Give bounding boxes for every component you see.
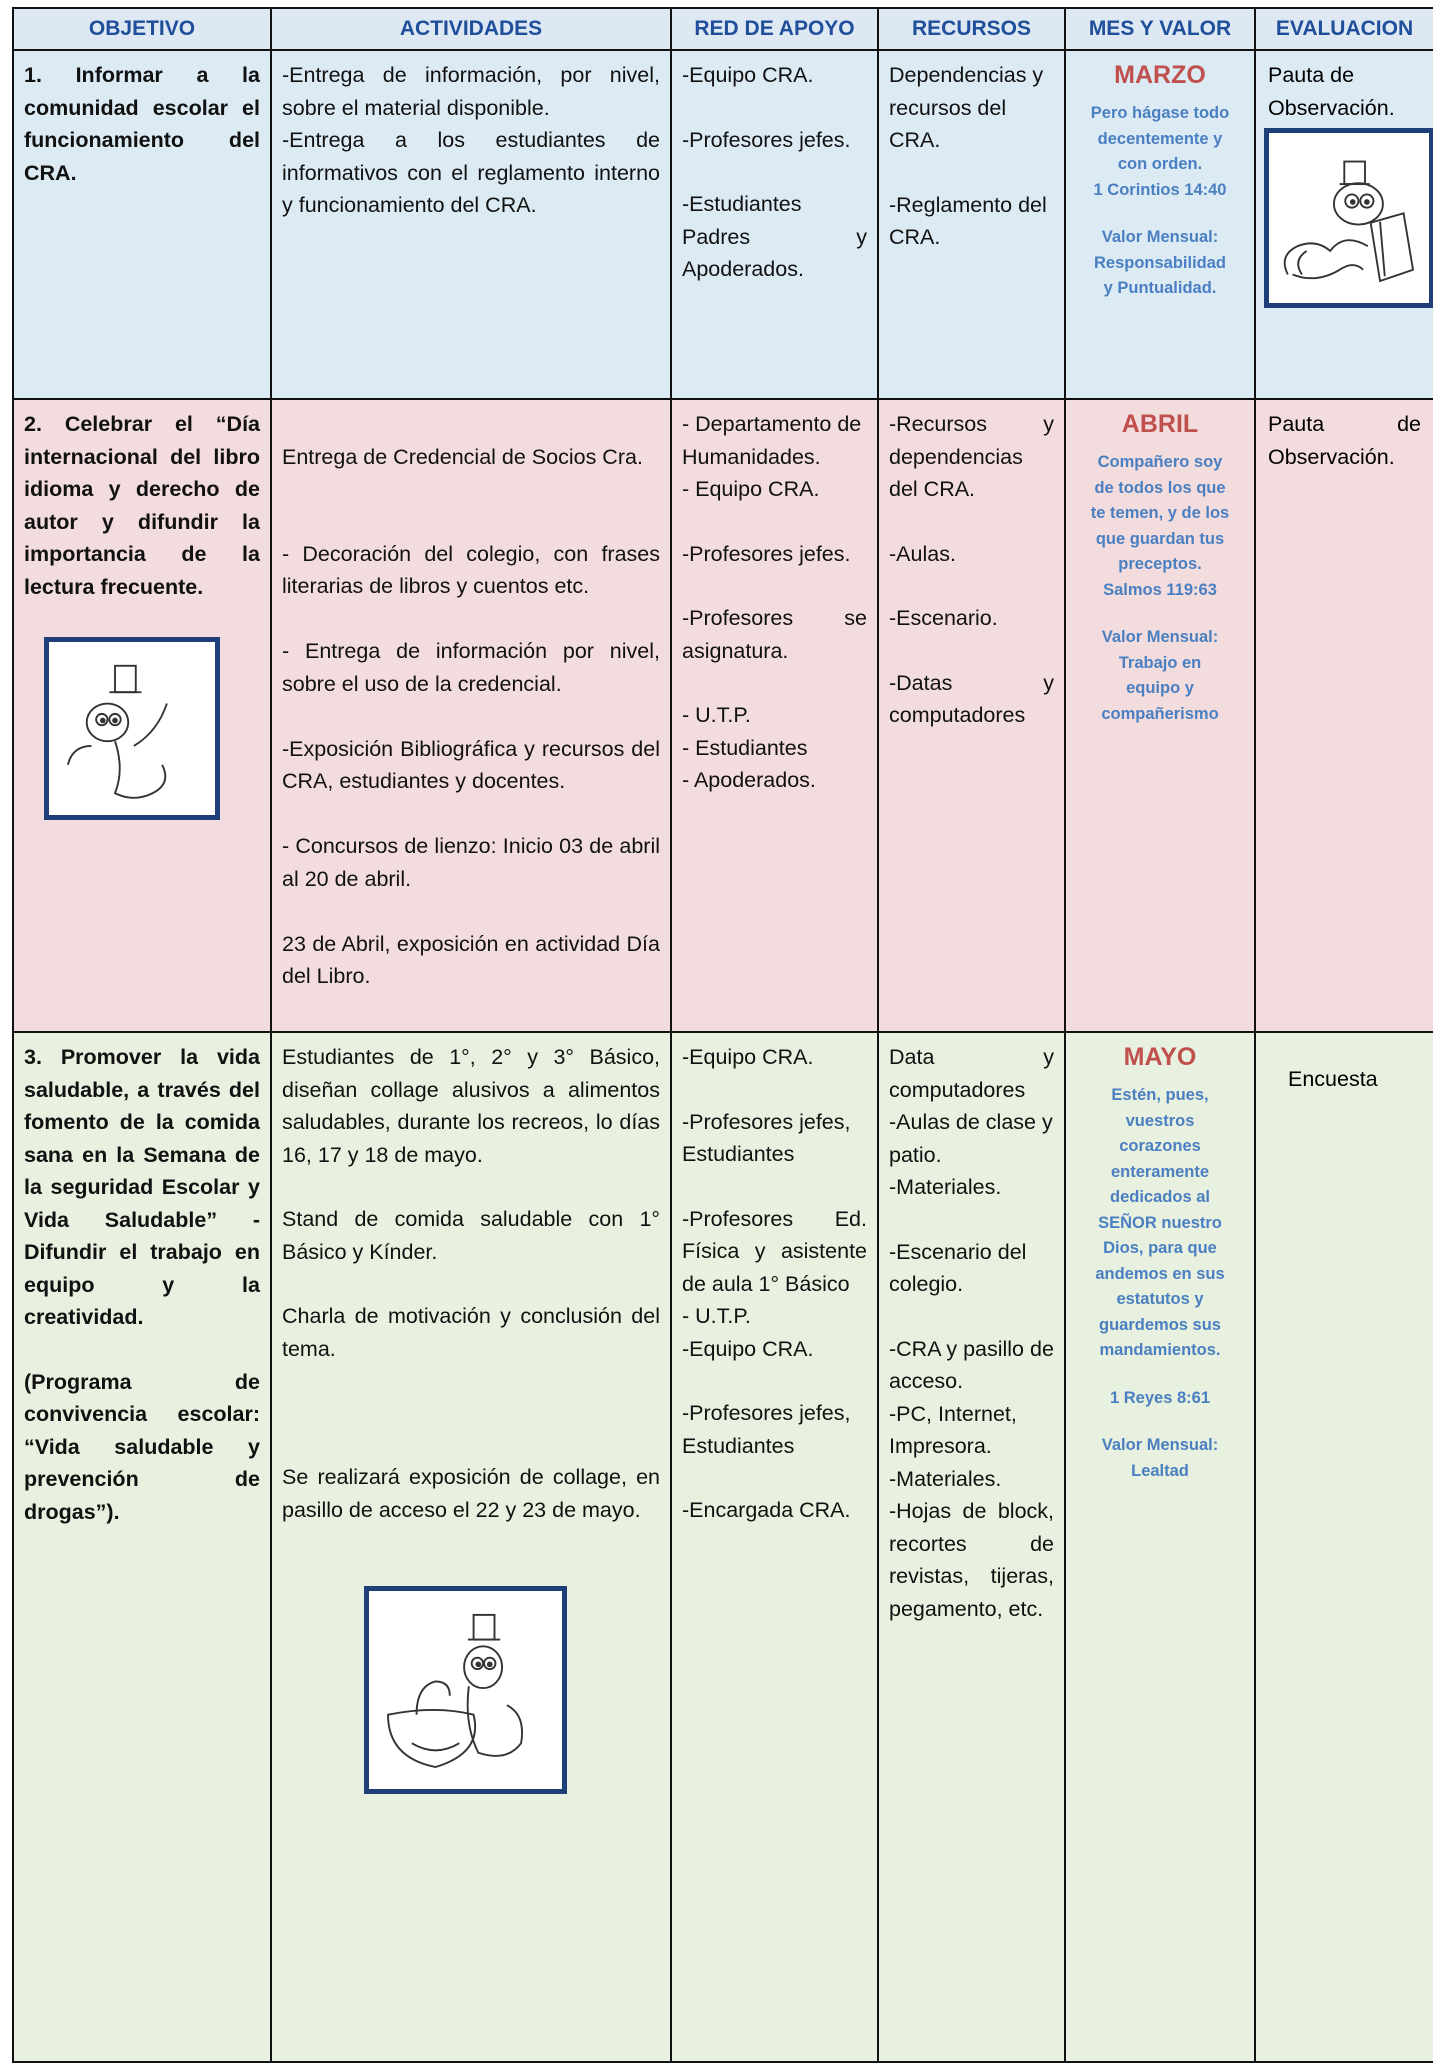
evaluacion-cell: Pauta de Observación. <box>1256 51 1433 316</box>
red-cell: -Equipo CRA. -Profesores jefes. -Estudiantes Padres y Apoderados. <box>682 63 867 281</box>
red-cell: - Departamento de Humanidades. - Equipo CRA. -Profesores jefes. -Profesores se asignatura. - U.T.P. - Estudiantes - Apoderados. <box>682 412 867 792</box>
bible-verse: Compañero soy de todos los que te temen, y de los que guardan tus preceptos. Salmos 119:63 <box>1090 453 1230 599</box>
header-red-de-apoyo: RED DE APOYO <box>671 8 878 50</box>
valor-mensual: Valor Mensual: Responsabilidad y Puntualidad. <box>1093 228 1227 297</box>
actividades-cell: -Entrega de información, por nivel, sobre el material disponible. -Entrega a los estudiantes de informativos con el reglamento interno y funcionamiento del CRA. <box>282 63 660 217</box>
valor-mensual: Valor Mensual: Lealtad <box>1101 1436 1219 1480</box>
table-row <box>13 1032 1433 2062</box>
mes-valor-cell <box>1066 400 1254 735</box>
header-mes-valor: MES Y VALOR <box>1065 8 1255 50</box>
table-row <box>13 50 1433 399</box>
evaluacion-cell: Encuesta <box>1288 1067 1378 1091</box>
red-cell: -Equipo CRA. -Profesores jefes, Estudiantes -Profesores Ed. Física y asistente de aula 1° Básico - U.T.P. -Equipo CRA. -Profesores jefes, Estudiantes -Encargada CRA. <box>682 1045 867 1522</box>
plan-table <box>12 7 1433 2063</box>
mes-valor-cell <box>1066 1033 1254 1492</box>
actividades-cell: Entrega de Credencial de Socios Cra. - Decoración del colegio, con frases literarias de libros y cuentos etc. - Entrega de información por nivel, sobre el uso de la credencial. -Exposición Bibliográfica y recursos del CRA, estudiantes y docentes. - Concursos de lienzo: Inicio 03 de abril al 20 de abril. 23 de Abril, exposición en actividad Día del Libro. <box>282 444 660 988</box>
month-label: ABRIL <box>1121 410 1199 438</box>
worm-washing-hands-illustration <box>364 1586 567 1794</box>
verse-reference: 1 Reyes 8:61 <box>1110 1388 1210 1407</box>
valor-mensual: Valor Mensual: Trabajo en equipo y compañerismo <box>1101 628 1219 723</box>
worm-reading-book-illustration <box>1264 128 1433 308</box>
bible-verse: Estén, pues, vuestros corazones enteramente dedicados al SEÑOR nuestro Dios, para que andemos en sus estatutos y guardemos sus mandamientos. <box>1095 1086 1225 1359</box>
header-objetivo: OBJETIVO <box>13 8 271 50</box>
header-evaluacion: EVALUACION <box>1255 8 1433 50</box>
objetivo-cell: 3. Promover la vida saludable, a través del fomento de la comida sana en la Semana de la seguridad Escolar y Vida Saludable” -Difundir el trabajo en equipo y la creatividad. (Programa de convivencia escolar: “Vida saludable y prevención de drogas”). <box>24 1045 260 1524</box>
recursos-cell: -Recursos y dependencias del CRA. -Aulas. -Escenario. -Datas y computadores <box>889 412 1054 727</box>
mes-valor-cell <box>1066 51 1254 310</box>
month-label: MAYO <box>1123 1043 1197 1071</box>
objetivo-cell: 1. Informar a la comunidad escolar el funcionamiento del CRA. <box>24 63 260 185</box>
table-row <box>13 399 1433 1032</box>
month-label: MARZO <box>1114 61 1206 89</box>
evaluacion-cell: Pauta de Observación. <box>1268 412 1421 469</box>
recursos-cell: Data y computadores -Aulas de clase y patio. -Materiales. -Escenario del colegio. -CRA y pasillo de acceso. -PC, Internet, Impresora. -Materiales. -Hojas de block, recortes de revistas, tijeras, pegamento, etc. <box>889 1045 1054 1621</box>
objetivo-cell: 2. Celebrar el “Día internacional del libro idioma y derecho de autor y difundir la importancia de la lectura frecuente. <box>24 412 260 599</box>
header-recursos: RECURSOS <box>878 8 1065 50</box>
bible-verse: Pero hágase todo decentemente y con orden. 1 Corintios 14:40 <box>1090 104 1230 199</box>
actividades-cell: Estudiantes de 1°, 2° y 3° Básico, diseñan collage alusivos a alimentos saludables, durante los recreos, lo días 16, 17 y 18 de mayo. Stand de comida saludable con 1° Básico y Kínder. Charla de motivación y conclusión del tema. Se realizará exposición de collage, en pasillo de acceso el 22 y 23 de mayo. <box>272 1033 670 1800</box>
worm-waving-illustration <box>44 637 220 820</box>
recursos-cell: Dependencias y recursos del CRA. -Reglamento del CRA. <box>889 63 1047 249</box>
header-row <box>13 8 1433 50</box>
header-actividades: ACTIVIDADES <box>271 8 671 50</box>
